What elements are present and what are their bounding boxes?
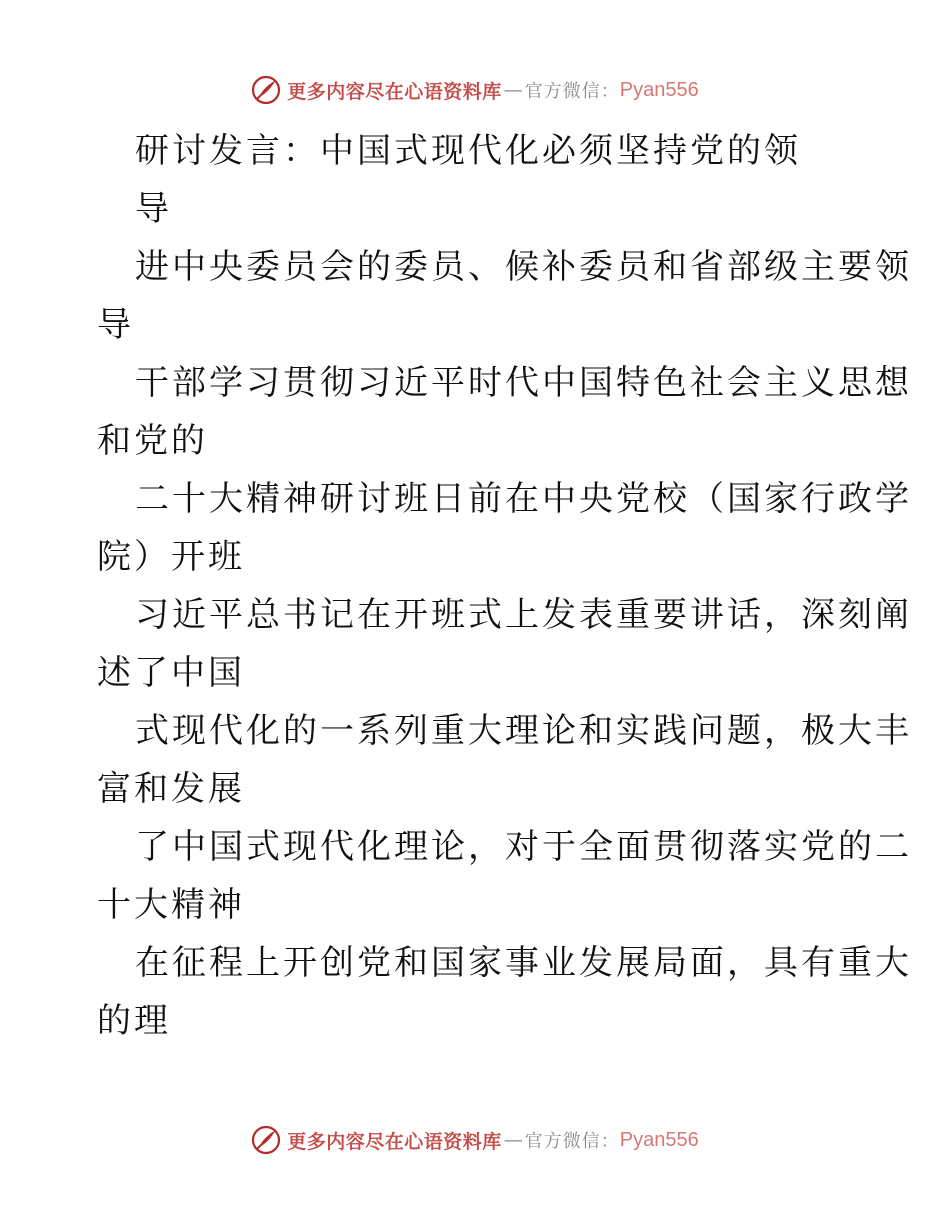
paragraph-line-continuation: 富和发展 (97, 769, 245, 809)
paragraph-line: 了中国式现代化理论，对于全面贯彻落实党的二 (135, 827, 912, 867)
paragraph (97, 702, 912, 818)
title-line-1: 研讨发言：中国式现代化必须坚持党的领 (135, 131, 801, 171)
footer-watermark-banner (0, 1120, 950, 1160)
watermark-main-text: 更多内容尽在心语资料库 (287, 1130, 502, 1153)
paragraph-line: 干部学习贯彻习近平时代中国特色社会主义思想 (135, 363, 912, 403)
paragraph-line-continuation: 院）开班 (97, 537, 245, 577)
quill-logo-icon (251, 75, 281, 105)
paragraph (97, 354, 912, 470)
document-title (97, 122, 857, 238)
watermark-separator: — (503, 1129, 523, 1151)
paragraph-line-continuation: 和党的 (97, 421, 208, 461)
watermark-wechat-label: 官方微信： (524, 1131, 620, 1152)
paragraph-line-continuation: 的理 (97, 1001, 171, 1041)
paragraph-line: 式现代化的一系列重大理论和实践问题，极大丰 (135, 711, 912, 751)
watermark-account-id: Pyan556 (619, 1128, 699, 1151)
watermark-wechat-label: 官方微信： (524, 81, 620, 102)
paragraph (97, 818, 912, 934)
paragraph-line-continuation: 述了中国 (97, 653, 245, 693)
paragraph (97, 238, 912, 354)
paragraph (97, 470, 912, 586)
document-body (97, 122, 912, 1050)
watermark-separator: — (503, 79, 523, 101)
paragraph-line-continuation: 导 (97, 305, 134, 345)
paragraph-line: 进中央委员会的委员、候补委员和省部级主要领 (135, 247, 912, 287)
header-watermark-banner (0, 70, 950, 110)
paragraph-line: 二十大精神研讨班日前在中央党校（国家行政学 (135, 479, 912, 519)
title-line-2: 导 (135, 189, 172, 229)
paragraph-line: 在征程上开创党和国家事业发展局面，具有重大 (135, 943, 912, 983)
watermark-account-id: Pyan556 (619, 78, 699, 101)
paragraph-line: 习近平总书记在开班式上发表重要讲话，深刻阐 (135, 595, 912, 635)
paragraph-line-continuation: 十大精神 (97, 885, 245, 925)
watermark-main-text: 更多内容尽在心语资料库 (287, 80, 502, 103)
quill-logo-icon (251, 1125, 281, 1155)
paragraph (97, 934, 912, 1050)
paragraph (97, 586, 912, 702)
